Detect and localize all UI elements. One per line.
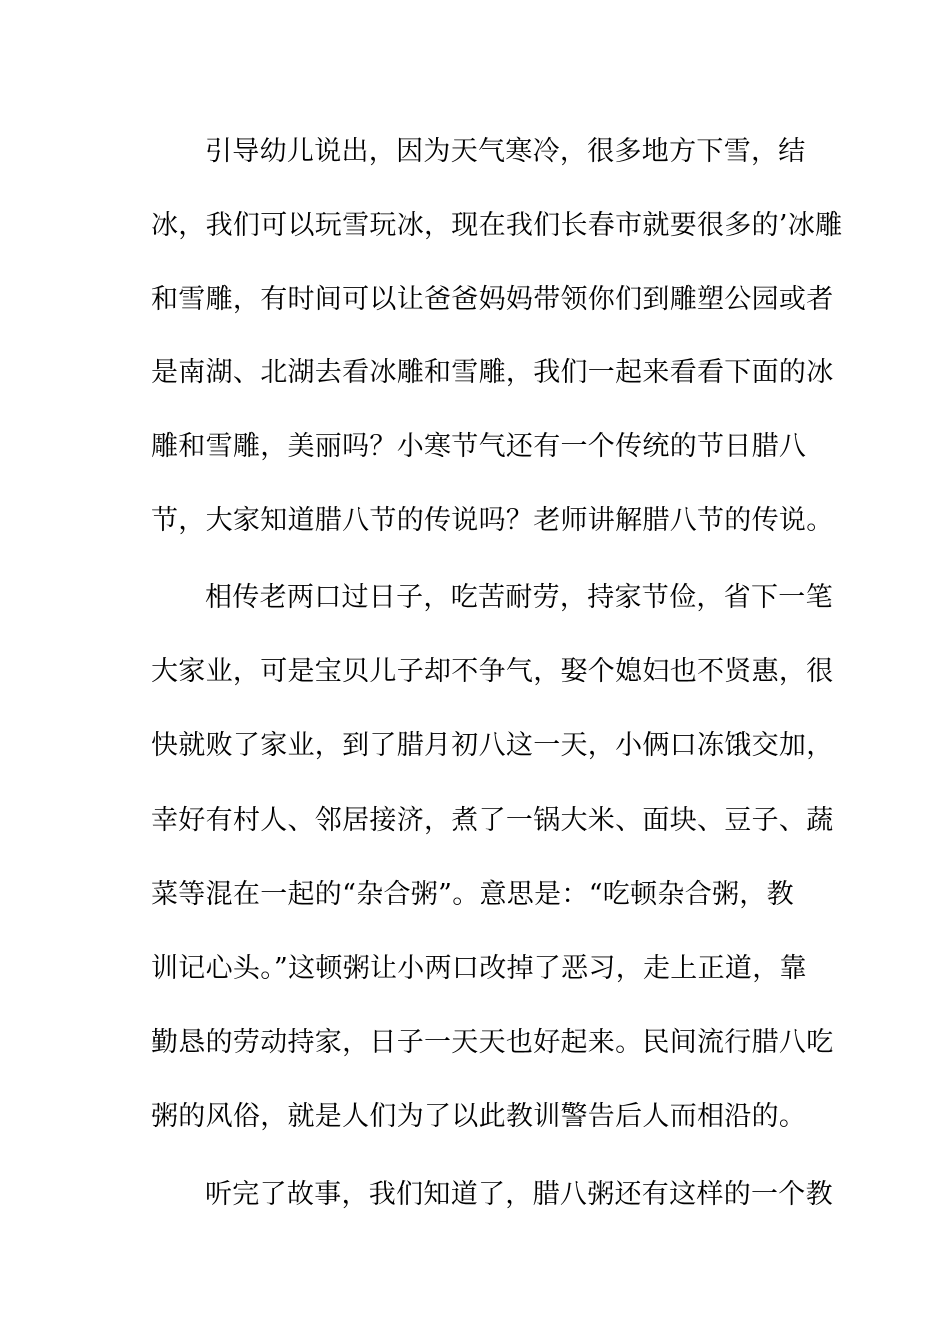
text-line-14: 粥的风俗，就是人们为了以此教训警告后人而相沿的。 bbox=[151, 1101, 807, 1132]
text-line-7: 相传老两口过日子，吃苦耐劳，持家节俭，省下一笔 bbox=[205, 582, 833, 613]
text-line-10: 幸好有村人、邻居接济，煮了一锅大米、面块、豆子、蔬 bbox=[151, 805, 834, 836]
text-line-11: 菜等混在一起的“杂合粥”。意思是：“吃顿杂合粥，教 bbox=[151, 879, 794, 910]
text-line-2: 冰，我们可以玩雪玩冰，现在我们长春市就要很多的’冰雕 bbox=[151, 210, 843, 241]
text-line-9: 快就败了家业，到了腊月初八这一天，小俩口冻饿交加， bbox=[151, 730, 834, 761]
text-line-5: 雕和雪雕，美丽吗？小寒节气还有一个传统的节日腊八 bbox=[151, 431, 807, 462]
text-line-6: 节，大家知道腊八节的传说吗？老师讲解腊八节的传说。 bbox=[151, 505, 834, 536]
text-line-15: 听完了故事，我们知道了，腊八粥还有这样的一个教 bbox=[205, 1179, 833, 1210]
text-line-13: 勤恳的劳动持家，日子一天天也好起来。民间流行腊八吃 bbox=[151, 1027, 834, 1058]
text-line-12: 训记心头。”这顿粥让小两口改掉了恶习，走上正道，靠 bbox=[151, 953, 807, 984]
text-line-3: 和雪雕，有时间可以让爸爸妈妈带领你们到雕塑公园或者 bbox=[151, 284, 834, 315]
text-line-8: 大家业，可是宝贝儿子却不争气，娶个媳妇也不贤惠，很 bbox=[151, 656, 834, 687]
text-line-1: 引导幼儿说出，因为天气寒冷，很多地方下雪，结 bbox=[205, 136, 806, 167]
text-line-4: 是南湖、北湖去看冰雕和雪雕，我们一起来看看下面的冰 bbox=[151, 357, 834, 388]
